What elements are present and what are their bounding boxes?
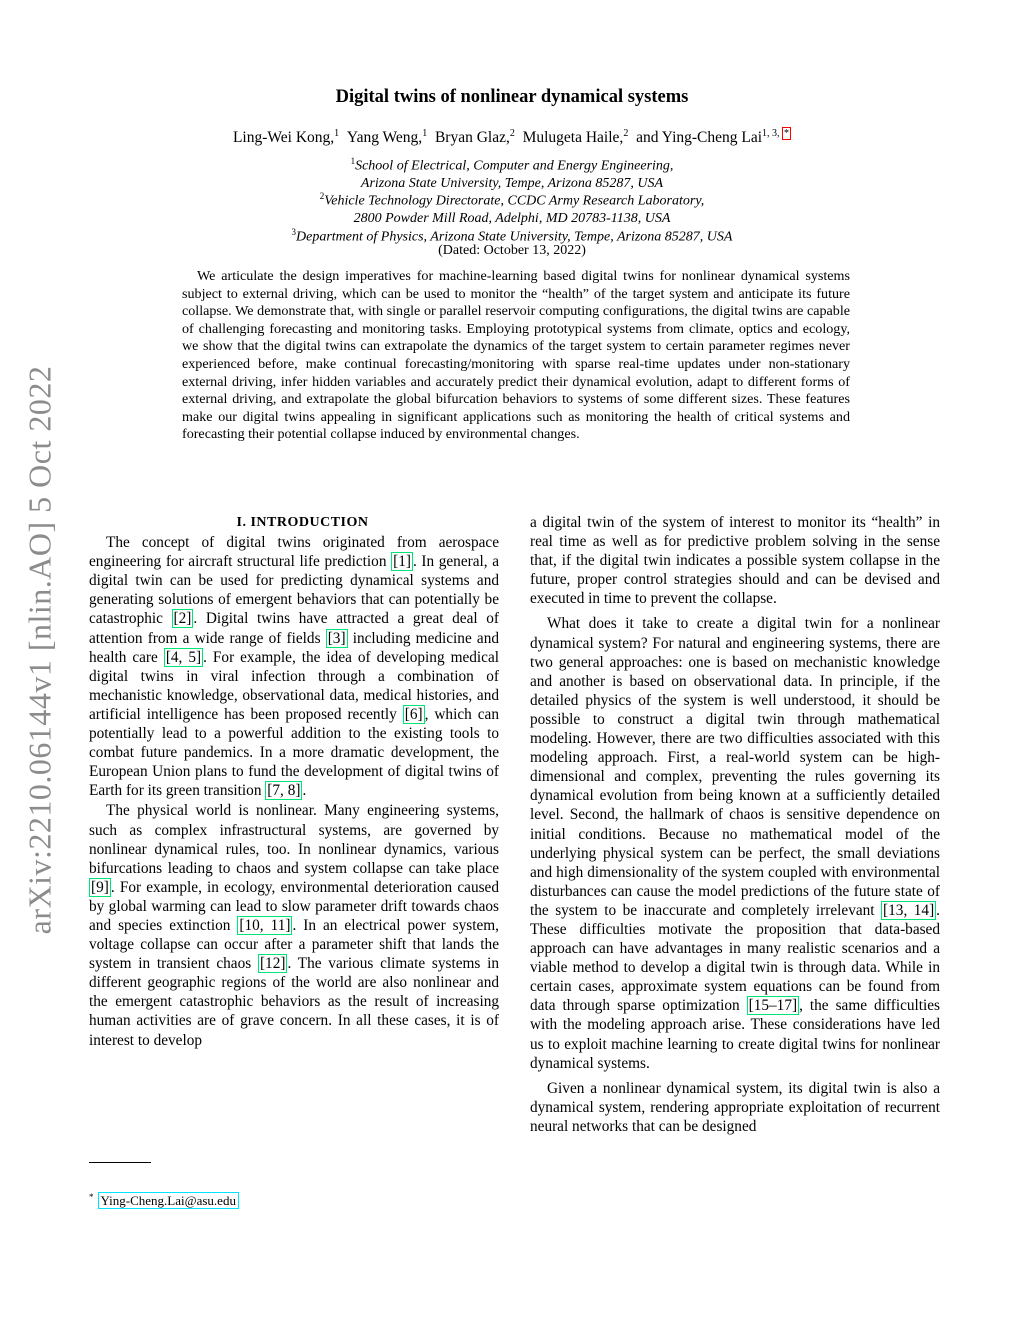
author-affiliation-mark: 1 [334,128,340,139]
email-link[interactable]: Ying-Cheng.Lai@asu.edu [98,1192,239,1209]
citation-link[interactable]: [6] [404,705,423,723]
section-heading: I. INTRODUCTION [236,515,369,530]
text-run: The concept of digital twins originated from aerospace engineering for aircraft structural life prediction [89,534,499,571]
affiliation-line: Department of Physics, Arizona State University, Tempe, Arizona 85287, USA [296,229,733,245]
abstract: We articulate the design imperatives for machine-learning based digital twins for nonlinear dynamical systems subject to external driving, which can be used to monitor the “health” of the target system and anticipate its future collapse. We demonstrate that, with single or parallel reservoir computing configurations, the digital twins are capable of challenging forecasting and monitoring tasks. Employing prototypical systems from climate, optics and ecology, we show that the digital twins can extrapolate the dynamics of the target system to certain parameter regimes never experienced before, make continual forecasting/monitoring with sparse real-time updates under non-stationary external driving, infer hidden variables and accurately predict their dynamical evolution, adapt to different forms of external driving, and extrapolate the global bifurcation behaviors to systems of some different sizes. These features make our digital twins appealing in significant applications such as monitoring the health of critical systems and forecasting their potential collapse induced by environmental changes. [182,268,850,443]
footnote-mark: * [89,1192,94,1202]
text-run: . [302,782,307,800]
arxiv-side-stamp [16,350,64,950]
author-name: Yang Weng, [346,129,423,147]
affiliation-mark: 2 [319,191,325,201]
paragraph [89,533,499,800]
author-name: Mulugeta Haile, [522,129,624,147]
text-run: What does it take to create a digital twin for a nonlinear dynamical system? For natural and engineering systems, there are two general approaches: one is based on mechanistic knowledge and another is based on observational data. In principle, if the detailed physics of the system is well understood, it should be possible to construct a digital twin through mathematical modeling. However, there are two difficulties associated with this modeling approach. First, a real-world system can be high-dimensional and complex, preventing the rules governing its dynamical evolution from being known at a sufficiently detailed level. Second, the hallmark of chaos is sensitive dependence on initial conditions. Because no mathematical model of the underlying physical system can be perfect, the small deviations and high dimensionality of the system coupled with environmental disturbances can cause the model predictions of the future state of the system to be inaccurate and completely irrelevant [530,615,940,919]
author-affiliation-mark: 1, 3, [762,128,783,139]
citation-link[interactable]: [1] [393,553,411,571]
paper-title: Digital twins of nonlinear dynamical systems [335,87,689,107]
author-list [0,128,1024,147]
text-run: , the same difficulties with the modeling approach arise. These considerations have led us to exploit machine learning to create digital twins for nonlinear dynamical systems. [530,997,940,1072]
corresponding-author-link[interactable]: * [784,128,790,139]
date-line: (Dated: October 13, 2022) [438,243,586,258]
author-name: Ling-Wei Kong, [232,129,335,147]
citation-link[interactable]: [12] [259,955,286,973]
author-name: and Ying-Cheng Lai [636,129,763,147]
citation-link[interactable]: [13, 14] [883,901,935,919]
citation-link[interactable]: [4, 5] [165,648,202,666]
affiliation-line: School of Electrical, Computer and Energy Engineering, [355,158,674,174]
footnote-divider [89,1162,151,1163]
affiliation-2 [0,188,1024,228]
author-name: Bryan Glaz, [434,129,510,147]
citation-link[interactable]: [15–17] [748,997,798,1015]
citation-link[interactable]: [7, 8] [267,782,301,800]
right-column [530,513,940,1136]
citation-link[interactable]: [9] [91,878,109,896]
text-run: . These difficulties motivate the proposition that data-based approach can have advantages in many realistic scenarios and a viable method to develop a digital twin is through data. While in certain cases, approximate system equations can be found from data through sparse optimization [530,901,940,1015]
text-run: . Digital twins have attracted a great deal of attention from a wide range of fields [89,610,499,647]
paragraph: Given a nonlinear dynamical system, its digital twin is also a dynamical system, rendering appropriate exploitation of recurrent neural networks that can be designed [530,1079,940,1135]
affiliation-mark: 3 [291,227,297,237]
footnote [89,1192,239,1209]
text-run: , which can potentially lead to a powerful addition to the existing tools to combat future pandemics. In a more dramatic development, the European Union plans to fund the development of digital twins of Earth for its green transition [89,705,499,800]
citation-link[interactable]: [10, 11] [239,916,291,934]
affiliation-line: Arizona State University, Tempe, Arizona 85287, USA [360,176,664,192]
affiliation-1 [0,153,1024,193]
affiliation-line: Vehicle Technology Directorate, CCDC Army Research Laboratory, [324,193,705,209]
author-affiliation-mark: 2 [623,128,629,139]
author-affiliation-mark: 2 [509,128,515,139]
text-run: . The various climate systems in different geographic regions of the world are also nonlinear and the emergent catastrophic behaviors as the result of increasing human activities are of grave concern. In all these cases, it is of interest to develop [89,955,499,1049]
left-column [89,513,499,1050]
text-run: . For example, in ecology, environmental deterioration caused by global warming can lead to slow parameter drift towards chaos and species extinction [89,878,499,934]
citation-link[interactable]: [2] [173,610,192,628]
arxiv-identifier: arXiv:2210.06144v1 [nlin.AO] 5 Oct 2022 [21,365,58,935]
author-affiliation-mark: 1 [422,128,428,139]
paragraph [530,614,940,1072]
paragraph [89,801,499,1049]
text-run: . For example, the idea of developing medical digital twins in viral infection through a combination of mechanistic knowledge, observational data, medical histories, and artificial intelligence has been proposed recently [89,648,499,723]
text-run: including medicine and health care [89,629,500,666]
citation-link[interactable]: [3] [327,629,346,647]
affiliation-line: 2800 Powder Mill Road, Adelphi, MD 20783-1138, USA [353,211,671,227]
text-run: The physical world is nonlinear. Many engineering systems, such as complex infrastructural systems, are governed by nonlinear dynamical rules, too. In nonlinear dynamics, various bifurcations leading to chaos and system collapse can take place [89,802,499,877]
text-run: . In an electrical power system, voltage collapse can occur after a parameter shift that lands the system in transient chaos [89,916,499,973]
text-run: . In general, a digital twin can be used for predicting dynamical systems and generating solutions of emergent behaviors that can potentially be catastrophic [89,553,499,628]
affiliation-mark: 1 [350,156,356,166]
paragraph: a digital twin of the system of interest to monitor its “health” in real time as well as for predictive problem solving in the sense that, if the digital twin indicates a possible system collapse in the future, proper control strategies should and can be devised and executed in time to prevent the collapse. [530,514,940,608]
